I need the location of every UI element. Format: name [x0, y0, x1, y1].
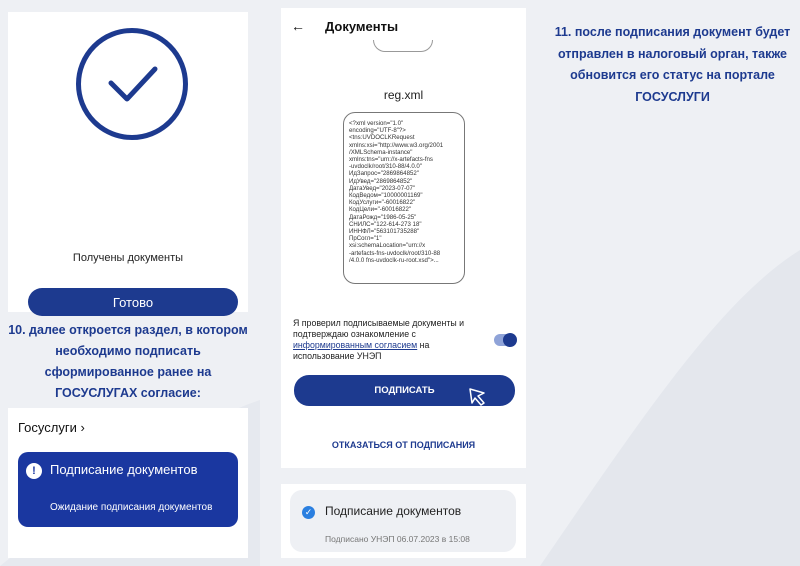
sign-button[interactable]: ПОДПИСАТЬ: [294, 375, 515, 406]
checkmark-icon: [76, 28, 188, 140]
consent-text-before: Я проверил подписываемые документы и подтверждаю ознакомление с: [293, 318, 465, 339]
xml-preview[interactable]: <?xml version="1.0" encoding="UTF-8"?> <tns:UVDOCLKRequest xmlns:xsi="http://www.w3.org/2001 /XMLSchema-instance" xmlns:tns="urn://x-artefacts-fns -uvdoclk/root/310-88/4.0.0" ИдЗапрос="2869864852" ИдУвед="2869864852" ДатаУвед="2023-07-07" КодВедом="10000001169" КодУслуги="-60016822" КодЦели="-60016822" ДатаРожд="1986-05-25" СНИЛС="122-614-273 18" ИННФЛ="563101735288" ПрСогл="1" xsi:schemaLocation="urn://x -artefacts-fns-uvdoclk/root/310-88 /4.0.0 fns-uvdoclk-ru-root.xsd">...: [343, 112, 465, 284]
gosuslugi-header[interactable]: [18, 420, 85, 435]
page-title: Документы: [325, 18, 399, 34]
check-circle-icon: ✓: [302, 506, 315, 519]
signed-status-panel: [281, 484, 526, 558]
file-name: reg.xml: [383, 88, 424, 102]
refuse-signing-link[interactable]: ОТКАЗАТЬСЯ ОТ ПОДПИСАНИЯ: [331, 440, 476, 450]
done-panel: [8, 12, 248, 312]
informed-consent-link[interactable]: информированным согласием: [293, 340, 418, 350]
step-10-instruction: 10. далее откроется раздел, в котором необходимо подписать сформированное ранее на ГОСУСЛУГАХ согласие:: [8, 323, 248, 400]
cursor-arrow-icon: [467, 386, 487, 408]
chevron-right-icon: ›: [80, 420, 85, 435]
signed-card-subtitle: Подписано УНЭП 06.07.2023 в 15:08: [325, 534, 470, 544]
previous-item-edge: [373, 40, 433, 52]
signed-card-title: Подписание документов: [325, 504, 462, 518]
warning-icon: !: [26, 463, 42, 479]
consent-text-after: на использование УНЭП: [293, 340, 430, 361]
app-header: [281, 8, 526, 44]
card-subtitle: Ожидание подписания документов: [50, 502, 213, 513]
signing-documents-card[interactable]: [18, 452, 238, 527]
done-button[interactable]: Готово: [28, 288, 238, 316]
toggle-knob: [503, 333, 517, 347]
consent-toggle[interactable]: [494, 334, 516, 346]
consent-text: [293, 318, 483, 362]
gosuslugi-label: Госуслуги: [18, 420, 77, 435]
documents-screen: [281, 8, 526, 468]
card-title: Подписание документов: [50, 462, 198, 477]
signed-documents-card[interactable]: [290, 490, 516, 552]
gosuslugi-panel: [8, 408, 248, 558]
back-arrow-icon[interactable]: ←: [291, 18, 305, 34]
done-caption: Получены документы: [72, 252, 184, 264]
step-11-instruction: 11. после подписания документ будет отправлен в налоговый орган, также обновится его статус на портале ГОСУСЛУГИ: [554, 25, 791, 104]
